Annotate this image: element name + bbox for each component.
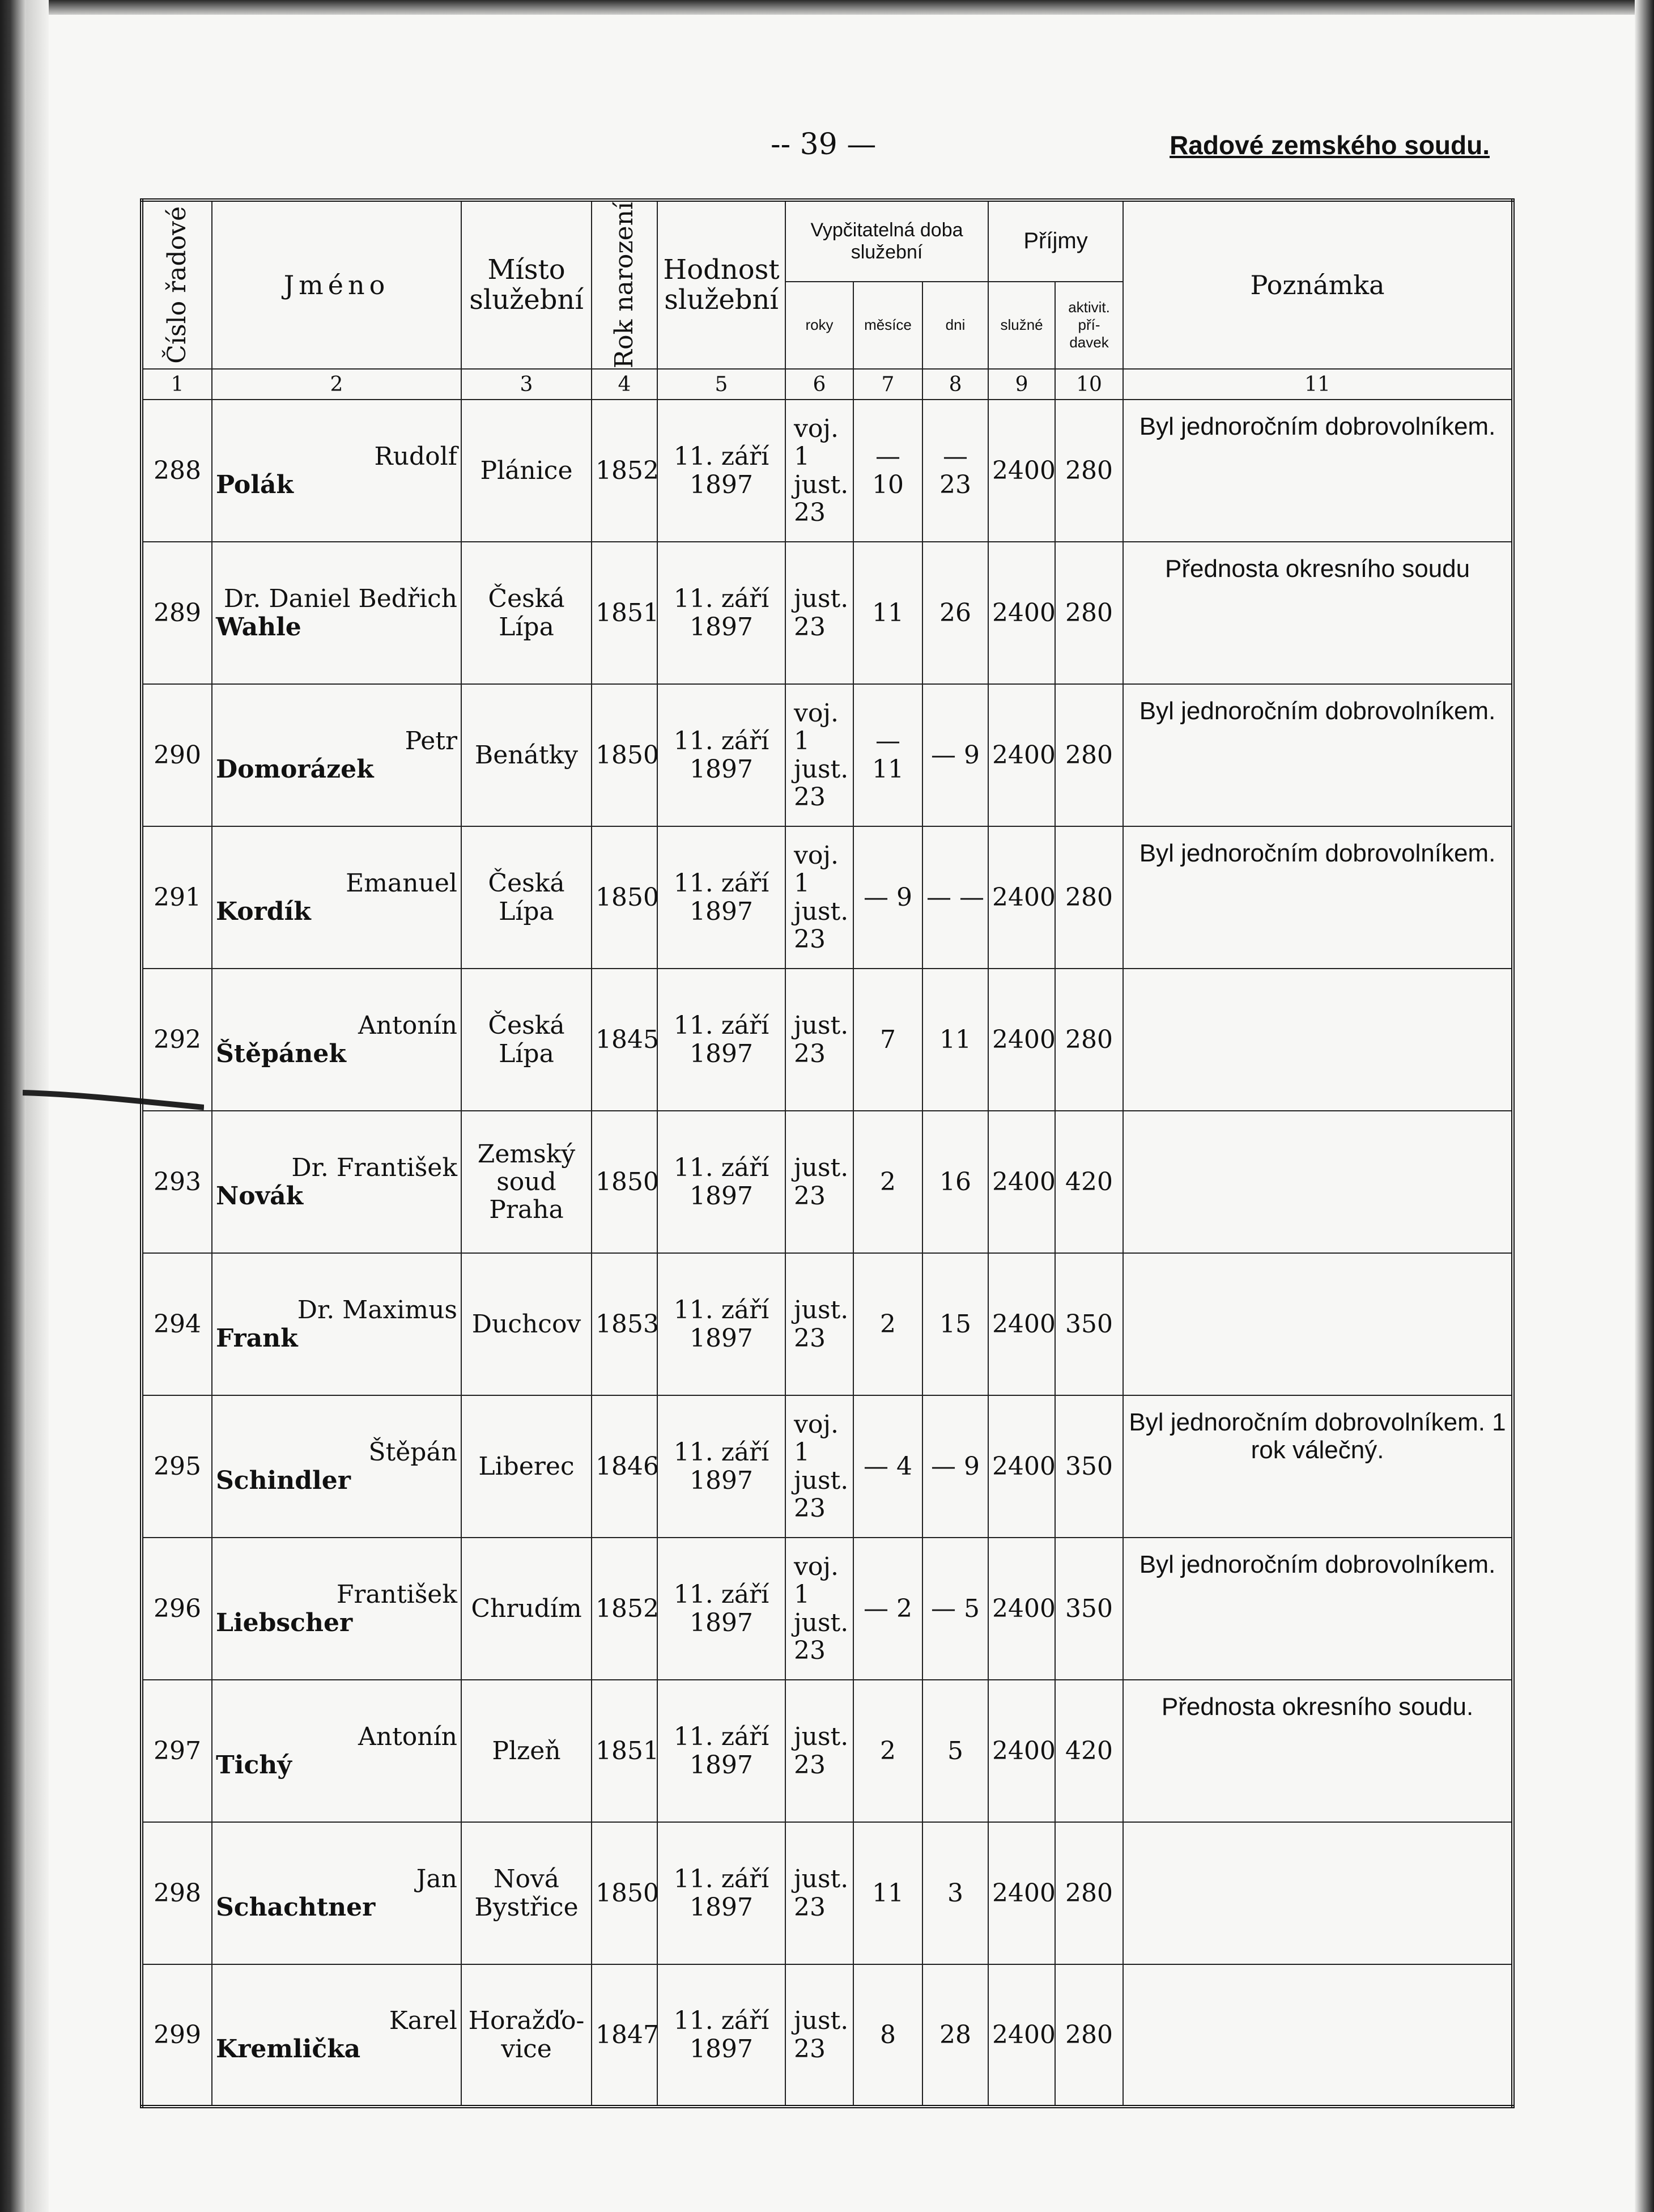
- salary-cell: 2400: [988, 969, 1055, 1111]
- place-cell: Chrudím: [461, 1538, 592, 1680]
- allowance-cell: 280: [1055, 969, 1123, 1111]
- salary-cell: 2400: [988, 542, 1055, 684]
- rank-cell: 11. září 1897: [657, 826, 785, 969]
- running-head: Radové zemského soudu.: [1170, 130, 1490, 160]
- allowance-cell: 420: [1055, 1111, 1123, 1253]
- note-cell: Byl jednoročním dobrovolníkem. 1 rok válečný.: [1123, 1395, 1513, 1538]
- rank-cell: 11. září 1897: [657, 969, 785, 1111]
- salary-cell: 2400: [988, 1538, 1055, 1680]
- name-cell: [212, 1680, 461, 1822]
- birth-year-cell: 1850: [592, 826, 657, 969]
- rank-cell: 11. září 1897: [657, 1538, 785, 1680]
- name-cell: [212, 1253, 461, 1395]
- given-name: Antonín: [358, 1011, 457, 1041]
- row-number: 298: [142, 1822, 212, 1964]
- surname: Frank: [216, 1323, 298, 1353]
- col-number: 6: [785, 369, 853, 400]
- surname: Wahle: [216, 612, 301, 642]
- given-name: Emanuel: [346, 869, 457, 898]
- service-months-cell: — 9: [853, 826, 922, 969]
- register-row: [142, 400, 1513, 542]
- note-cell: [1123, 1111, 1513, 1253]
- note-cell: [1123, 1822, 1513, 1964]
- col-dni-header: dni: [922, 282, 988, 369]
- rank-cell: 11. září 1897: [657, 1822, 785, 1964]
- col-misto-header: Místo služební: [461, 200, 592, 369]
- birth-year-cell: 1845: [592, 969, 657, 1111]
- scan-right-edge: [1635, 0, 1654, 2212]
- given-name: Karel: [389, 2006, 457, 2036]
- given-name: Petr: [405, 727, 457, 756]
- register-row: [142, 542, 1513, 684]
- note-cell: Byl jednoročním dobrovolníkem.: [1123, 1538, 1513, 1680]
- register-table: [140, 198, 1515, 2108]
- birth-year-cell: 1850: [592, 684, 657, 826]
- place-cell: Česká Lípa: [461, 969, 592, 1111]
- register-row: [142, 1680, 1513, 1822]
- row-number: 293: [142, 1111, 212, 1253]
- rank-cell: 11. září 1897: [657, 1111, 785, 1253]
- register-row: [142, 1253, 1513, 1395]
- place-cell: Benátky: [461, 684, 592, 826]
- surname: Kordík: [216, 897, 311, 926]
- col-doba-header: Vypčitatelná doba služební: [785, 200, 988, 282]
- name-cell: [212, 1538, 461, 1680]
- surname: Polák: [216, 470, 294, 499]
- col-number: 3: [461, 369, 592, 400]
- col-hodnost-header: Hodnost služební: [657, 200, 785, 369]
- note-cell: Přednosta okresního soudu: [1123, 542, 1513, 684]
- birth-year-cell: 1846: [592, 1395, 657, 1538]
- name-cell: [212, 400, 461, 542]
- service-years-cell: voj. 1 just. 23: [785, 1538, 853, 1680]
- birth-year-cell: 1851: [592, 542, 657, 684]
- allowance-cell: 350: [1055, 1395, 1123, 1538]
- header-row-top: [142, 200, 1513, 282]
- row-number: 290: [142, 684, 212, 826]
- allowance-cell: 350: [1055, 1538, 1123, 1680]
- service-years-cell: just. 23: [785, 969, 853, 1111]
- salary-cell: 2400: [988, 1111, 1055, 1253]
- birth-year-cell: 1850: [592, 1111, 657, 1253]
- service-days-cell: — 23: [922, 400, 988, 542]
- birth-year-cell: 1851: [592, 1680, 657, 1822]
- salary-cell: 2400: [988, 1680, 1055, 1822]
- place-cell: Česká Lípa: [461, 826, 592, 969]
- row-number: 288: [142, 400, 212, 542]
- surname: Novák: [216, 1181, 304, 1211]
- service-years-cell: voj. 1 just. 23: [785, 826, 853, 969]
- rank-cell: 11. září 1897: [657, 1253, 785, 1395]
- col-number: 11: [1123, 369, 1513, 400]
- service-months-cell: 2: [853, 1111, 922, 1253]
- surname: Štěpánek: [216, 1039, 346, 1068]
- name-cell: [212, 1822, 461, 1964]
- rank-cell: 11. září 1897: [657, 1964, 785, 2107]
- col-number: 2: [212, 369, 461, 400]
- col-number: 9: [988, 369, 1055, 400]
- salary-cell: 2400: [988, 1822, 1055, 1964]
- note-cell: Byl jednoročním dobrovolníkem.: [1123, 826, 1513, 969]
- name-cell: [212, 969, 461, 1111]
- allowance-cell: 280: [1055, 1964, 1123, 2107]
- service-days-cell: 5: [922, 1680, 988, 1822]
- service-years-cell: just. 23: [785, 542, 853, 684]
- col-poznamka-header: Poznámka: [1123, 200, 1513, 369]
- col-number: 8: [922, 369, 988, 400]
- col-rok-header: Rok narození: [592, 200, 657, 369]
- place-cell: Česká Lípa: [461, 542, 592, 684]
- register-row: [142, 1538, 1513, 1680]
- register-row: [142, 1822, 1513, 1964]
- given-name: Rudolf: [374, 442, 457, 472]
- salary-cell: 2400: [988, 1964, 1055, 2107]
- note-cell: [1123, 969, 1513, 1111]
- service-years-cell: just. 23: [785, 1964, 853, 2107]
- service-days-cell: — 9: [922, 1395, 988, 1538]
- service-days-cell: 3: [922, 1822, 988, 1964]
- name-cell: [212, 1111, 461, 1253]
- birth-year-cell: 1852: [592, 400, 657, 542]
- row-number: 296: [142, 1538, 212, 1680]
- service-days-cell: — —: [922, 826, 988, 969]
- name-cell: [212, 542, 461, 684]
- birth-year-cell: 1847: [592, 1964, 657, 2107]
- col-mesice-header: měsíce: [853, 282, 922, 369]
- allowance-cell: 350: [1055, 1253, 1123, 1395]
- register-row: [142, 826, 1513, 969]
- given-name: František: [336, 1580, 457, 1610]
- surname: Domorázek: [216, 754, 374, 784]
- salary-cell: 2400: [988, 1253, 1055, 1395]
- col-prijmy-header: Příjmy: [988, 200, 1123, 282]
- rank-cell: 11. září 1897: [657, 1395, 785, 1538]
- col-cislo-header: Číslo řadové: [142, 200, 212, 369]
- allowance-cell: 280: [1055, 400, 1123, 542]
- name-cell: [212, 684, 461, 826]
- note-cell: [1123, 1964, 1513, 2107]
- surname: Schindler: [216, 1466, 351, 1495]
- note-cell: Byl jednoročním dobrovolníkem.: [1123, 400, 1513, 542]
- salary-cell: 2400: [988, 684, 1055, 826]
- birth-year-cell: 1853: [592, 1253, 657, 1395]
- col-roky-header: roky: [785, 282, 853, 369]
- rank-cell: 11. září 1897: [657, 684, 785, 826]
- register-row: [142, 1395, 1513, 1538]
- service-years-cell: voj. 1 just. 23: [785, 684, 853, 826]
- given-name: Dr. Daniel Bedřich: [223, 584, 457, 614]
- service-years-cell: just. 23: [785, 1680, 853, 1822]
- birth-year-cell: 1852: [592, 1538, 657, 1680]
- row-number: 291: [142, 826, 212, 969]
- surname: Tichý: [216, 1750, 292, 1780]
- note-cell: [1123, 1253, 1513, 1395]
- row-number: 292: [142, 969, 212, 1111]
- col-number: 5: [657, 369, 785, 400]
- col-jmeno-header: Jméno: [212, 200, 461, 369]
- rank-cell: 11. září 1897: [657, 1680, 785, 1822]
- column-number-row: [142, 369, 1513, 400]
- service-years-cell: voj. 1 just. 23: [785, 400, 853, 542]
- given-name: Antonín: [358, 1722, 457, 1752]
- service-months-cell: 2: [853, 1680, 922, 1822]
- rank-cell: 11. září 1897: [657, 542, 785, 684]
- service-months-cell: 11: [853, 542, 922, 684]
- service-days-cell: 15: [922, 1253, 988, 1395]
- place-cell: Liberec: [461, 1395, 592, 1538]
- row-number: 289: [142, 542, 212, 684]
- col-number: 1: [142, 369, 212, 400]
- service-days-cell: — 9: [922, 684, 988, 826]
- service-months-cell: 2: [853, 1253, 922, 1395]
- surname: Schachtner: [216, 1892, 376, 1922]
- service-days-cell: 11: [922, 969, 988, 1111]
- surname: Liebscher: [216, 1608, 353, 1637]
- service-months-cell: 8: [853, 1964, 922, 2107]
- allowance-cell: 280: [1055, 684, 1123, 826]
- rank-cell: 11. září 1897: [657, 400, 785, 542]
- service-months-cell: — 4: [853, 1395, 922, 1538]
- salary-cell: 2400: [988, 400, 1055, 542]
- page-header: [0, 122, 1654, 167]
- service-days-cell: 26: [922, 542, 988, 684]
- note-cell: Přednosta okresního soudu.: [1123, 1680, 1513, 1822]
- name-cell: [212, 1964, 461, 2107]
- given-name: Dr. František: [291, 1153, 457, 1183]
- place-cell: Duchcov: [461, 1253, 592, 1395]
- register-row: [142, 1111, 1513, 1253]
- service-days-cell: 16: [922, 1111, 988, 1253]
- col-sluzne-header: služné: [988, 282, 1055, 369]
- row-number: 295: [142, 1395, 212, 1538]
- col-number: 7: [853, 369, 922, 400]
- register-row: [142, 684, 1513, 826]
- row-number: 297: [142, 1680, 212, 1822]
- service-months-cell: 7: [853, 969, 922, 1111]
- note-cell: Byl jednoročním dobrovolníkem.: [1123, 684, 1513, 826]
- service-months-cell: — 10: [853, 400, 922, 542]
- allowance-cell: 420: [1055, 1680, 1123, 1822]
- place-cell: Plzeň: [461, 1680, 592, 1822]
- surname: Kremlička: [216, 2034, 361, 2064]
- service-months-cell: — 11: [853, 684, 922, 826]
- register-row: [142, 969, 1513, 1111]
- place-cell: Nová Bystřice: [461, 1822, 592, 1964]
- service-years-cell: just. 23: [785, 1253, 853, 1395]
- allowance-cell: 280: [1055, 1822, 1123, 1964]
- scan-top-edge: [0, 0, 1654, 15]
- service-years-cell: just. 23: [785, 1822, 853, 1964]
- given-name: Štěpán: [368, 1438, 457, 1467]
- service-years-cell: voj. 1 just. 23: [785, 1395, 853, 1538]
- name-cell: [212, 1395, 461, 1538]
- service-months-cell: — 2: [853, 1538, 922, 1680]
- place-cell: Horažďo- vice: [461, 1964, 592, 2107]
- col-number: 10: [1055, 369, 1123, 400]
- service-days-cell: — 5: [922, 1538, 988, 1680]
- given-name: Dr. Maximus: [297, 1296, 457, 1325]
- service-days-cell: 28: [922, 1964, 988, 2107]
- given-name: Jan: [416, 1865, 457, 1894]
- allowance-cell: 280: [1055, 542, 1123, 684]
- allowance-cell: 280: [1055, 826, 1123, 969]
- col-aktivit-header: aktivit. pří- davek: [1055, 282, 1123, 369]
- place-cell: Zemský soud Praha: [461, 1111, 592, 1253]
- birth-year-cell: 1850: [592, 1822, 657, 1964]
- page-number: -- 39 —: [771, 128, 877, 162]
- salary-cell: 2400: [988, 1395, 1055, 1538]
- place-cell: Plánice: [461, 400, 592, 542]
- register-row: [142, 1964, 1513, 2107]
- col-number: 4: [592, 369, 657, 400]
- service-months-cell: 11: [853, 1822, 922, 1964]
- row-number: 299: [142, 1964, 212, 2107]
- salary-cell: 2400: [988, 826, 1055, 969]
- name-cell: [212, 826, 461, 969]
- row-number: 294: [142, 1253, 212, 1395]
- service-years-cell: just. 23: [785, 1111, 853, 1253]
